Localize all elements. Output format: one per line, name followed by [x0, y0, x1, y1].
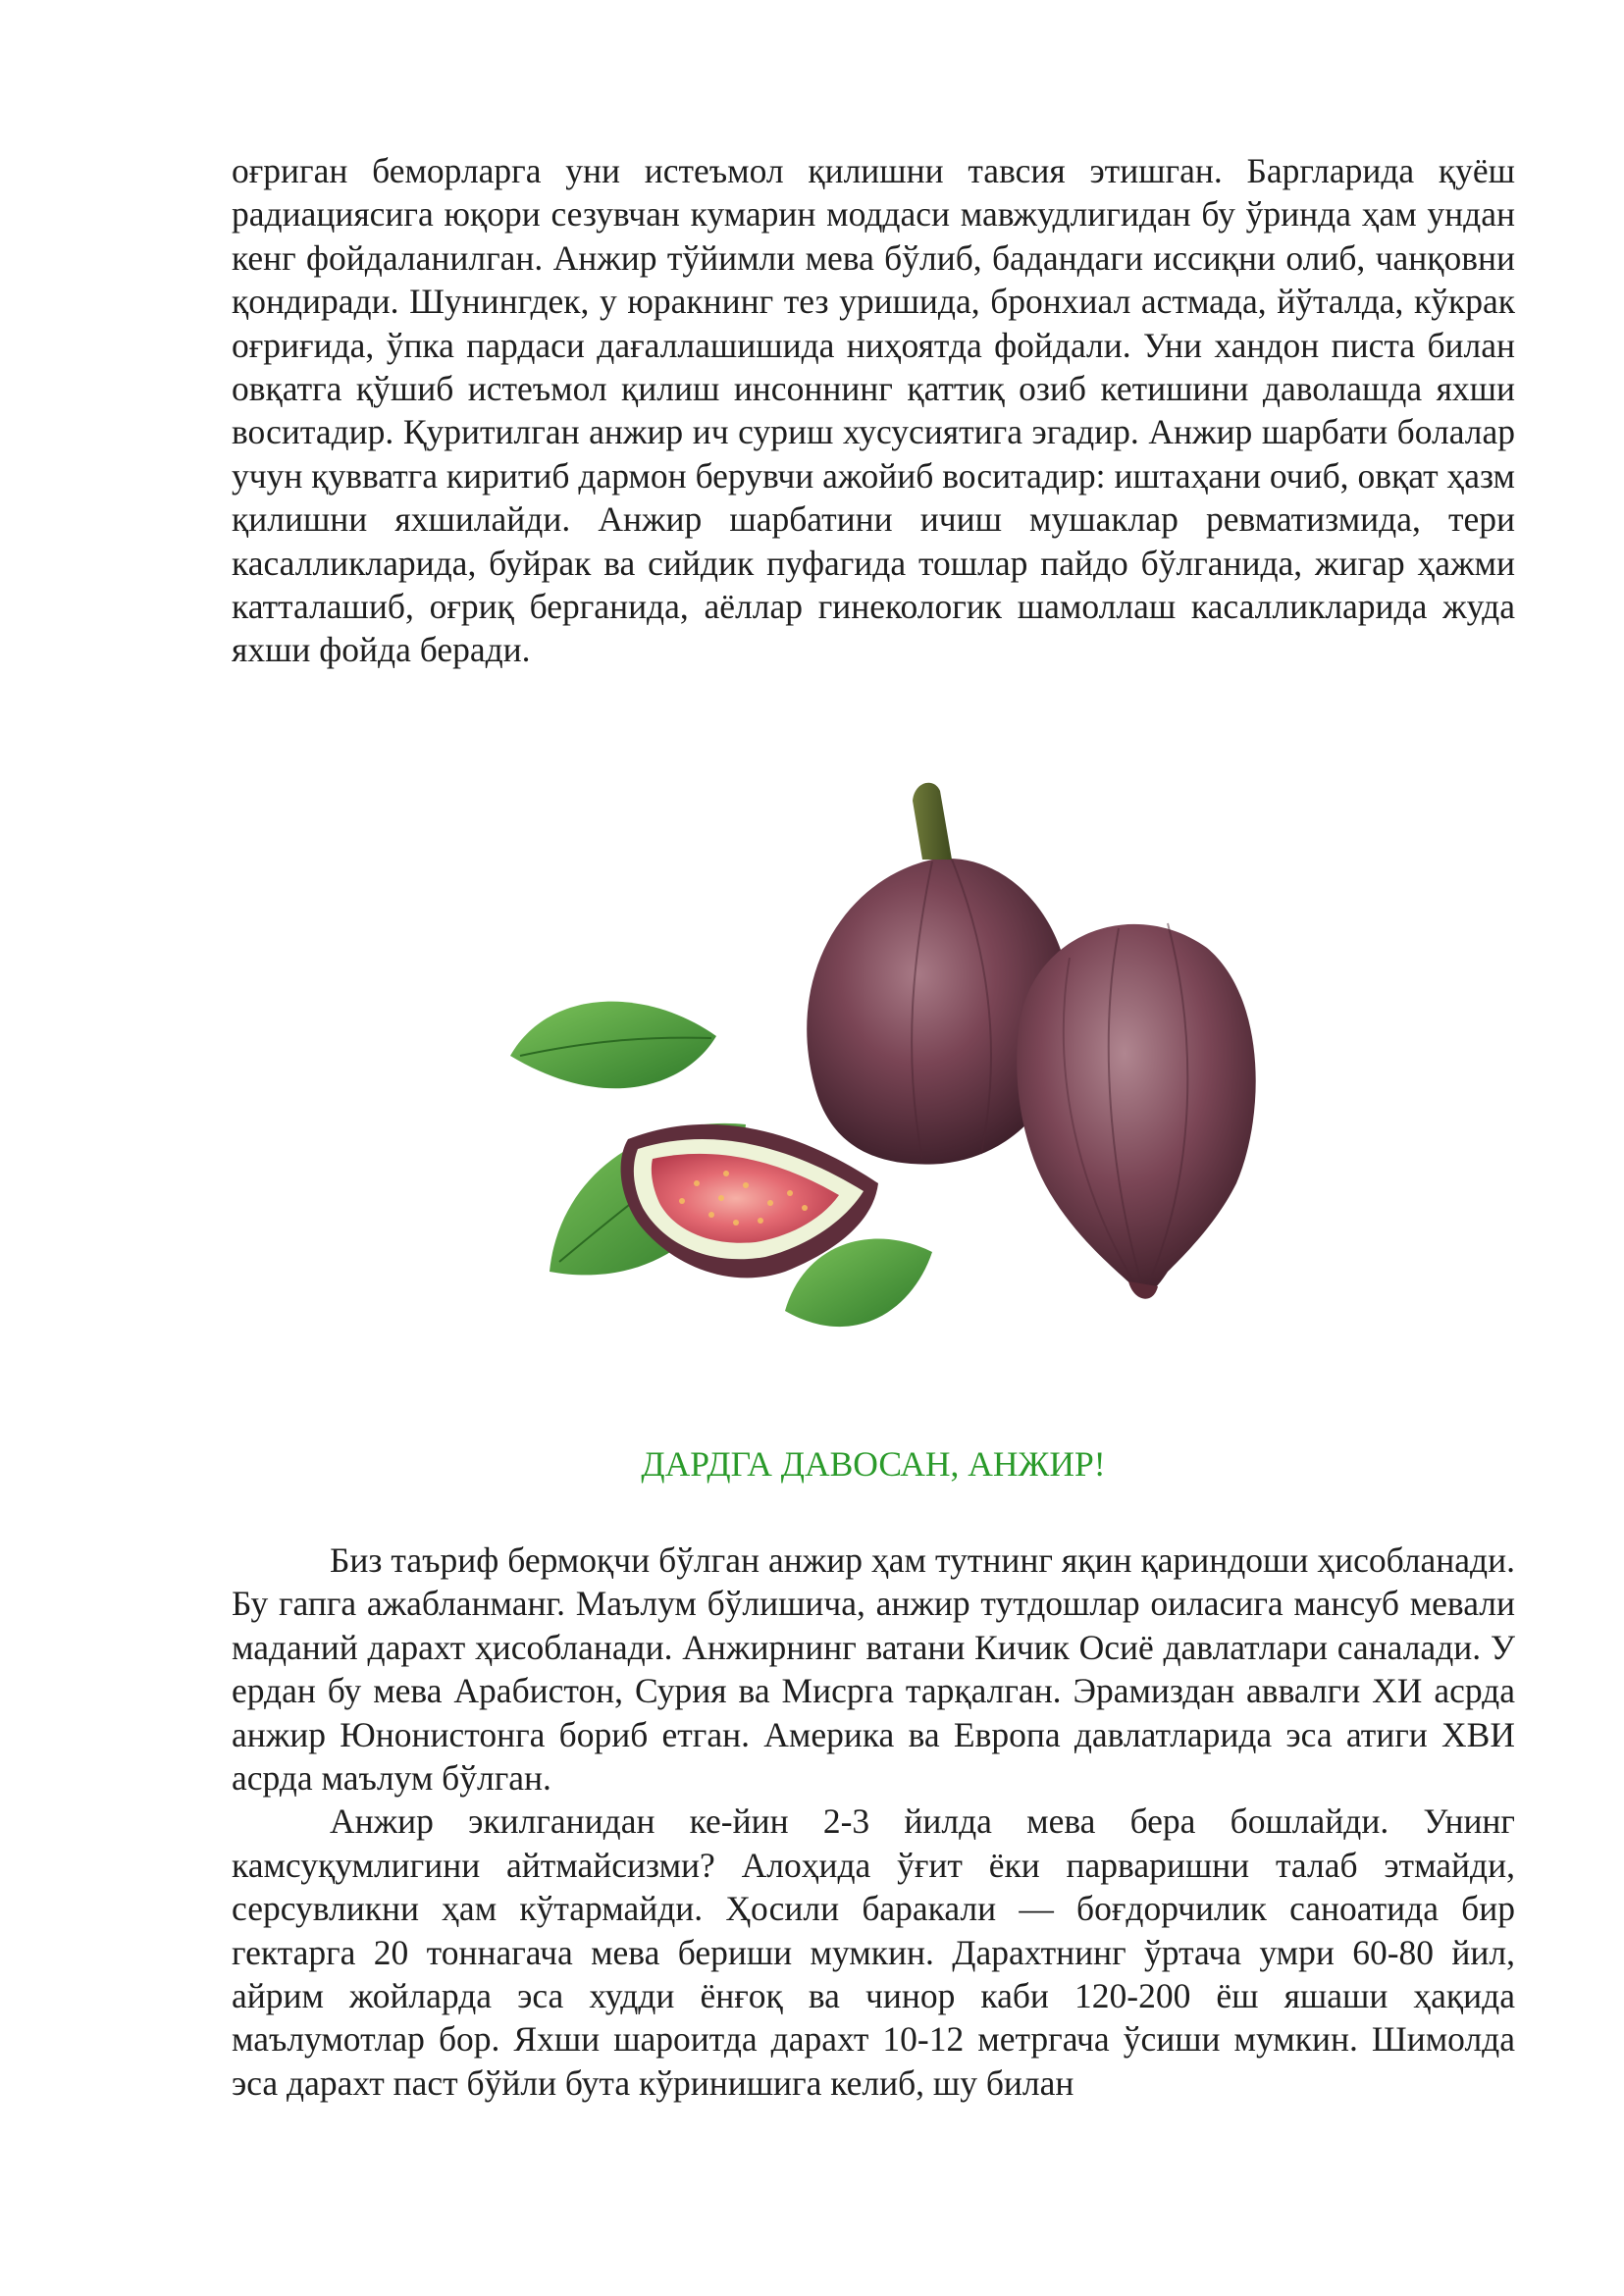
bottom-paragraph-block	[232, 1539, 1515, 2105]
fig-fruits-image	[491, 761, 1276, 1389]
fig-front	[1017, 923, 1255, 1299]
top-paragraph-block	[232, 149, 1515, 672]
leaf-left	[510, 1002, 716, 1089]
paragraph-2: Анжир экилганидан ке-йин 2-3 йилда мева бера бошлайди. Унинг камсуқумлигини айтмайсизми? Алоҳида ўғит ёки парваришни талаб этмайди, серсувликни ҳам кўтармайди. Ҳосили баракали — боғдорчилик саноатида бир гектарга 20 тоннагача мева бериши мумкин. Дарахтнинг ўртача умри 60-80 йил, айрим жойларда эса худди ёнғоқ ва чинор каби 120-200 ёш яшаши ҳақида маълумотлар бор. Яхши шароитда дарахт 10-12 метргача ўсиши мумкин. Шимолда эса дарахт паст бўйли бута кўринишига келиб, шу билан	[232, 1801, 1515, 2103]
paragraph-1: Биз таъриф бермоқчи бўлган анжир ҳам тутнинг яқин қариндоши ҳисобланади. Бу гапга ажабланманг. Маълум бўлишича, анжир тутдошлар оиласига мансуб мевали маданий дарахт ҳисобланади. Анжирнинг ватани Кичик Осиё давлатлари саналади. У ердан бу мева Арабистон, Сурия ва Мисрга тарқалган. Эрамиздан аввалги ХИ асрда анжир Юнонистонга бориб етган. Америка ва Европа давлатларида эса атиги ХВИ асрда маълум бўлган.	[232, 1540, 1515, 1799]
section-heading: ДАРДГА ДАВОСАН, АНЖИР!	[641, 1444, 1106, 1484]
top-paragraph: оғриган беморларга уни истеъмол қилишни тавсия этишган. Баргларида қуёш радиациясига юқори сезувчан кумарин моддаси мавжудлигидан бу ўринда ҳам ундан кенг фойдаланилган. Анжир тўйимли мева бўлиб, бадандаги иссиқни олиб, чанқовни қондиради. Шунингдек, у юракнинг тез уришида, бронхиал астмада, йўталда, кўкрак оғриғида, ўпка пардаси дағаллашишида ниҳоятда фойдали. Уни хандон писта билан овқатга қўшиб истеъмол қилиш инсоннинг қаттиқ озиб кетишини даволашда яхши воситадир. Қуритилган анжир ич суриш хусусиятига эгадир. Анжир шарбати болалар учун қувватга киритиб дармон берувчи ажойиб воситадир: иштаҳани очиб, овқат ҳазм қилишни яхшилайди. Анжир шарбатини ичиш мушаклар ревматизмида, тери касалликларида, буйрак ва сийдик пуфагида тошлар пайдо бўлганида, жигар ҳажми катталашиб, оғриқ берганида, аёллар гинекологик шамоллаш касалликларида жуда яхши фойда беради.	[232, 151, 1515, 670]
